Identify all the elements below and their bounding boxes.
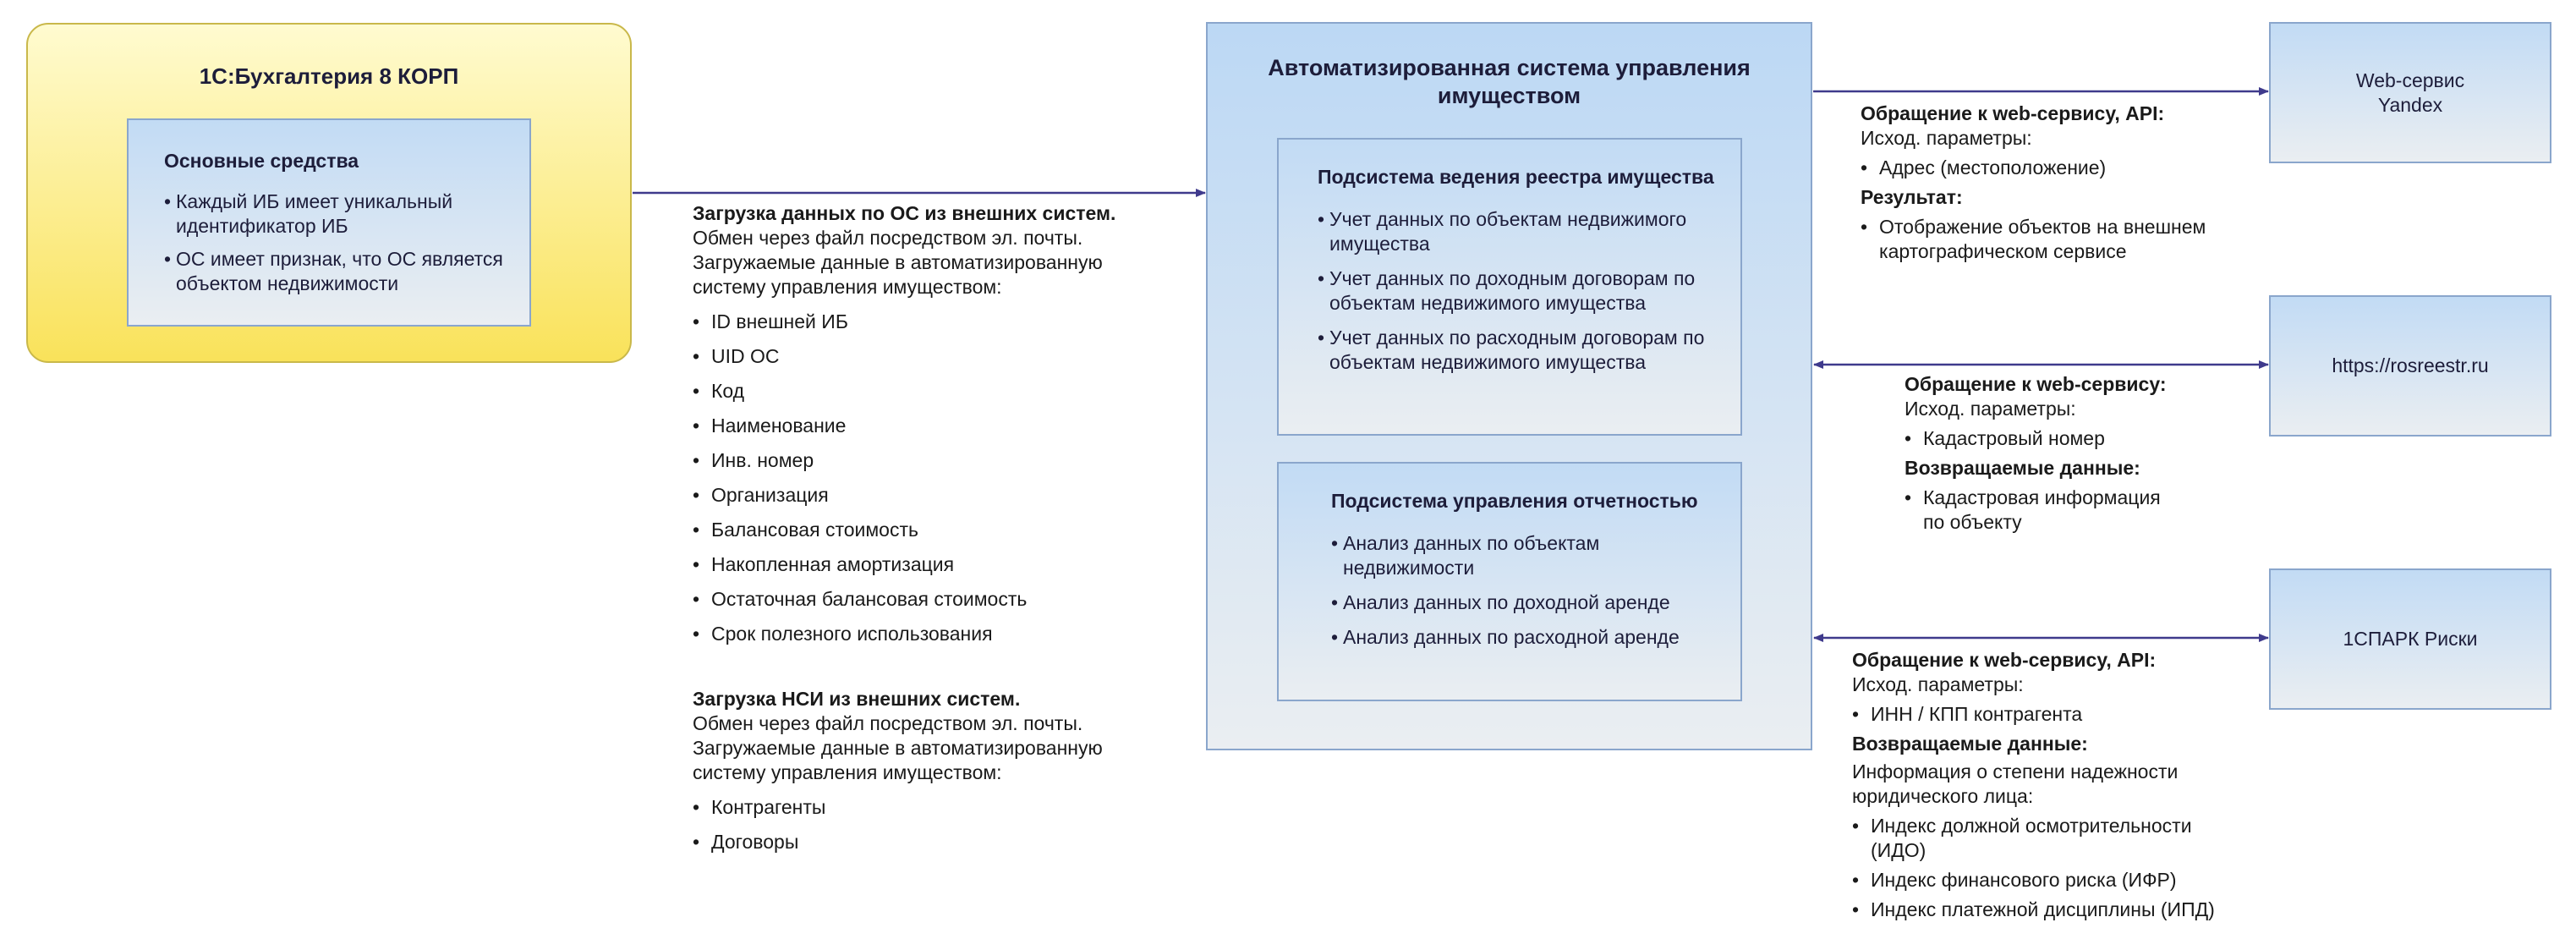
list-item: • UID ОС bbox=[693, 344, 1166, 369]
yandex-params-list bbox=[1861, 156, 2250, 180]
list-item: • Балансовая стоимость bbox=[693, 518, 1166, 542]
list-item: • Анализ данных по расходной аренде bbox=[1331, 625, 1724, 650]
list-item: • Накопленная амортизация bbox=[693, 552, 1166, 577]
list-item: • Анализ данных по доходной аренде bbox=[1331, 590, 1724, 615]
spark-params-label: Исход. параметры: bbox=[1852, 673, 2024, 695]
list-item: • Контрагенты bbox=[693, 795, 1166, 820]
list-item: • Организация bbox=[693, 483, 1166, 508]
registry-subsystem-node bbox=[1277, 138, 1742, 436]
list-item: • Каждый ИБ имеет уникальный идентификатор ИБ bbox=[164, 189, 504, 239]
list-item: • Учет данных по объектам недвижимого имущества bbox=[1318, 207, 1724, 256]
list-item: • Анализ данных по объектам недвижимости bbox=[1331, 531, 1724, 580]
yandex-service-label: Web-сервис Yandex bbox=[2355, 69, 2465, 116]
os-load-heading: Загрузка данных по ОС из внешних систем. bbox=[693, 202, 1116, 224]
spark-annotation-heading: Обращение к web-сервису, API: bbox=[1852, 649, 2157, 671]
spark-annotation bbox=[1852, 648, 2266, 927]
list-item: • Срок полезного использования bbox=[693, 622, 1166, 646]
reporting-subsystem-node bbox=[1277, 462, 1742, 701]
nsi-load-text: Обмен через файл посредством эл. почты. Загружаемые данные в автоматизированную систему управления имуществом: bbox=[693, 712, 1103, 783]
os-load-list bbox=[693, 310, 1166, 646]
list-item: • Учет данных по расходным договорам по объектам недвижимого имущества bbox=[1318, 326, 1724, 375]
yandex-params-label: Исход. параметры: bbox=[1861, 127, 2032, 149]
list-item: • ИНН / КПП контрагента bbox=[1852, 702, 2266, 727]
fixed-assets-title: Основные средства bbox=[164, 150, 359, 172]
rosreestr-params-label: Исход. параметры: bbox=[1905, 398, 2076, 420]
registry-subsystem-list bbox=[1318, 207, 1724, 375]
rosreestr-service-node bbox=[2269, 295, 2551, 437]
yandex-service-node bbox=[2269, 22, 2551, 163]
nsi-load-heading: Загрузка НСИ из внешних систем. bbox=[693, 688, 1021, 710]
onec-title: 1С:Бухгалтерия 8 КОРП bbox=[199, 63, 459, 89]
rosreestr-service-label: https://rosreestr.ru bbox=[2332, 354, 2489, 376]
list-item: • Наименование bbox=[693, 414, 1166, 438]
list-item: • Договоры bbox=[693, 830, 1166, 854]
rosreestr-annotation bbox=[1905, 372, 2260, 540]
list-item: • ОС имеет признак, что ОС является объектом недвижимости bbox=[164, 247, 504, 296]
list-item: • Учет данных по доходным договорам по объектам недвижимого имущества bbox=[1318, 266, 1724, 316]
spark-result-label: Возвращаемые данные: bbox=[1852, 733, 2088, 755]
registry-subsystem-title: Подсистема ведения реестра имущества bbox=[1318, 166, 1714, 188]
reporting-subsystem-title: Подсистема управления отчетностью bbox=[1331, 490, 1698, 512]
list-item: • Кадастровая информация по объекту bbox=[1905, 486, 2184, 535]
list-item: • Индекс платежной дисциплины (ИПД) bbox=[1852, 898, 2250, 922]
list-item: • Отображение объектов на внешнем картографическом сервисе bbox=[1861, 215, 2250, 264]
yandex-annotation-heading: Обращение к web-сервису, API: bbox=[1861, 102, 2165, 124]
rosreestr-params-list bbox=[1905, 426, 2260, 451]
spark-params-list bbox=[1852, 702, 2266, 727]
rosreestr-results-list bbox=[1905, 486, 2184, 535]
os-load-annotation bbox=[693, 201, 1166, 656]
spark-service-node bbox=[2269, 568, 2551, 710]
list-item: • Адрес (местоположение) bbox=[1861, 156, 2250, 180]
spark-results-list bbox=[1852, 814, 2250, 922]
list-item: • Остаточная балансовая стоимость bbox=[693, 587, 1166, 612]
spark-result-text: Информация о степени надежности юридического лица: bbox=[1852, 761, 2179, 807]
yandex-results-list bbox=[1861, 215, 2250, 264]
list-item: • Кадастровый номер bbox=[1905, 426, 2260, 451]
list-item: • Код bbox=[693, 379, 1166, 404]
list-item: • Индекс финансового риска (ИФР) bbox=[1852, 868, 2250, 892]
rosreestr-annotation-heading: Обращение к web-сервису: bbox=[1905, 373, 2167, 395]
list-item: • ID внешней ИБ bbox=[693, 310, 1166, 334]
fixed-assets-node bbox=[127, 118, 531, 327]
spark-service-label: 1СПАРК Риски bbox=[2343, 628, 2478, 650]
nsi-load-annotation bbox=[693, 687, 1166, 865]
yandex-annotation bbox=[1861, 102, 2250, 269]
list-item: • Инв. номер bbox=[693, 448, 1166, 473]
reporting-subsystem-list bbox=[1331, 531, 1724, 650]
fixed-assets-list bbox=[164, 189, 504, 296]
nsi-load-list bbox=[693, 795, 1166, 854]
os-load-text: Обмен через файл посредством эл. почты. Загружаемые данные в автоматизированную систему управления имуществом: bbox=[693, 227, 1103, 298]
rosreestr-result-label: Возвращаемые данные: bbox=[1905, 457, 2140, 479]
asu-title: Автоматизированная система управления имуществом bbox=[1268, 55, 1751, 108]
yandex-result-label: Результат: bbox=[1861, 186, 1963, 208]
list-item: • Индекс должной осмотрительности (ИДО) bbox=[1852, 814, 2250, 863]
